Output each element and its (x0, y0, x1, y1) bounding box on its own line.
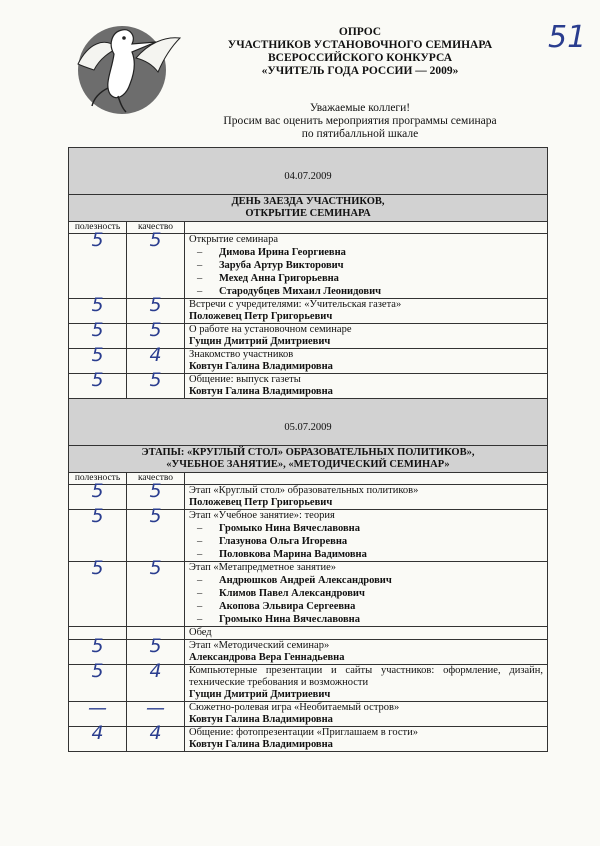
speaker-list (189, 574, 543, 626)
survey-header (210, 26, 510, 78)
speaker-name-text: Заруба Артур Викторович (219, 260, 344, 271)
event-title: Общение: выпуск газеты (189, 374, 301, 385)
day2-column-header-row (69, 473, 548, 485)
lead-name: Гущин Дмитрий Дмитриевич (189, 689, 331, 700)
day2-section-title (69, 446, 548, 473)
event-title: Общение: фотопрезентации «Приглашаем в гости» (189, 727, 418, 738)
usefulness-score[interactable]: — (69, 702, 127, 727)
usefulness-score[interactable]: 5 (69, 562, 127, 627)
quality-column-header: качество (127, 473, 185, 485)
lead-name: Ковтун Галина Владимировна (189, 361, 333, 372)
speaker-name (189, 285, 543, 298)
quality-score[interactable]: 5 (127, 299, 185, 324)
handwritten-page-number: 51 (548, 20, 587, 55)
table-row (69, 640, 548, 665)
day1-section-row (69, 195, 548, 222)
survey-table (68, 147, 548, 752)
usefulness-score[interactable]: 5 (69, 234, 127, 299)
speaker-name-text: Мехед Анна Григорьевна (219, 273, 339, 284)
lead-name: Ковтун Галина Владимировна (189, 739, 333, 750)
day1-section-title (69, 195, 548, 222)
header-line-4: «УЧИТЕЛЬ ГОДА РОССИИ — 2009» (261, 65, 459, 77)
day1-section-line-1: ДЕНЬ ЗАЕЗДА УЧАСТНИКОВ, (231, 196, 385, 207)
lead-name: Положевец Петр Григорьевич (189, 497, 333, 508)
speaker-name (189, 522, 543, 535)
event-column-header (185, 222, 548, 234)
event-title: Этап «Учебное занятие»: теория (189, 510, 335, 521)
list-dash: – (197, 549, 203, 560)
header-line-3: ВСЕРОССИЙСКОГО КОНКУРСА (267, 52, 453, 64)
speaker-name-text: Димова Ирина Георгиевна (219, 247, 346, 258)
usefulness-score[interactable]: 4 (69, 727, 127, 752)
speaker-name (189, 613, 543, 626)
speaker-name-text: Громыко Нина Вячеславовна (219, 614, 360, 625)
list-dash: – (197, 247, 203, 258)
usefulness-score[interactable]: 5 (69, 349, 127, 374)
event-cell (185, 562, 548, 627)
speaker-name (189, 535, 543, 548)
usefulness-column-header: полезность (69, 473, 127, 485)
table-row (69, 234, 548, 299)
quality-score[interactable]: 4 (127, 727, 185, 752)
list-dash: – (197, 273, 203, 284)
list-dash: – (197, 286, 203, 297)
event-title: Этап «Круглый стол» образовательных политиков» (189, 485, 419, 496)
greeting: Уважаемые коллеги! (309, 102, 411, 114)
quality-score[interactable]: 4 (127, 349, 185, 374)
event-title: Этап «Метапредметное занятие» (189, 562, 337, 573)
speaker-name (189, 548, 543, 561)
quality-score[interactable]: 4 (127, 665, 185, 702)
speaker-name (189, 587, 543, 600)
pelican-logo (60, 14, 190, 118)
quality-score[interactable]: — (127, 702, 185, 727)
table-row (69, 374, 548, 399)
usefulness-column-header: полезность (69, 222, 127, 234)
list-dash: – (197, 614, 203, 625)
event-title: Этап «Методический семинар» (189, 640, 330, 651)
usefulness-score[interactable]: 5 (69, 374, 127, 399)
lead-name: Положевец Петр Григорьевич (189, 311, 333, 322)
event-title: Сюжетно-ролевая игра «Необитаемый остров» (189, 702, 400, 713)
instruction-line-2: по пятибалльной шкале (301, 128, 419, 140)
table-row (69, 727, 548, 752)
list-dash: – (197, 260, 203, 271)
event-cell (185, 299, 548, 324)
event-cell (185, 510, 548, 562)
usefulness-score[interactable]: 5 (69, 485, 127, 510)
lead-name: Александрова Вера Геннадьевна (189, 652, 345, 663)
speaker-name-text: Акопова Эльвира Сергеевна (219, 601, 356, 612)
quality-score[interactable]: 5 (127, 234, 185, 299)
day2-date: 05.07.2009 (69, 399, 548, 446)
event-column-header (185, 473, 548, 485)
speaker-name-text: Стародубцев Михаил Леонидович (219, 286, 382, 297)
table-row (69, 702, 548, 727)
list-dash: – (197, 536, 203, 547)
table-row (69, 349, 548, 374)
list-dash: – (197, 601, 203, 612)
table-row (69, 299, 548, 324)
event-title: Встречи с учредителями: «Учительская газета» (189, 299, 402, 310)
speaker-name-text: Глазунова Ольга Игоревна (219, 536, 348, 547)
quality-score[interactable]: 5 (127, 510, 185, 562)
table-row (69, 665, 548, 702)
list-dash: – (197, 523, 203, 534)
quality-score[interactable]: 5 (127, 374, 185, 399)
header-line-2: УЧАСТНИКОВ УСТАНОВОЧНОГО СЕМИНАРА (227, 39, 493, 51)
event-cell (185, 234, 548, 299)
event-cell (185, 727, 548, 752)
speaker-list (189, 522, 543, 561)
list-dash: – (197, 588, 203, 599)
speaker-name-text: Андрюшков Андрей Александрович (219, 575, 392, 586)
event-cell (185, 324, 548, 349)
day1-date: 04.07.2009 (69, 148, 548, 195)
instruction-line-1: Просим вас оценить мероприятия программы семинара (223, 115, 497, 127)
event-title: Знакомство участников (189, 349, 294, 360)
day1-section-line-2: ОТКРЫТИЕ СЕМИНАРА (245, 208, 371, 219)
event-title: Обед (189, 627, 212, 638)
quality-score[interactable]: 5 (127, 324, 185, 349)
day1-date-row (69, 148, 548, 195)
table-row (69, 485, 548, 510)
event-cell (185, 627, 548, 640)
lead-name: Ковтун Галина Владимировна (189, 386, 333, 397)
usefulness-score[interactable]: 5 (69, 510, 127, 562)
table-row (69, 562, 548, 627)
speaker-name-text: Половкова Марина Вадимовна (219, 549, 367, 560)
event-cell (185, 640, 548, 665)
speaker-name (189, 246, 543, 259)
day1-column-header-row (69, 222, 548, 234)
day2-section-line-1: ЭТАПЫ: «КРУГЛЫЙ СТОЛ» ОБРАЗОВАТЕЛЬНЫХ ПОЛИТИКОВ», (141, 447, 475, 458)
event-cell (185, 485, 548, 510)
table-row (69, 510, 548, 562)
quality-column-header: качество (127, 222, 185, 234)
table-row (69, 324, 548, 349)
event-title: Открытие семинара (189, 234, 278, 245)
speaker-name-text: Климов Павел Александрович (219, 588, 365, 599)
day2-date-row (69, 399, 548, 446)
speaker-name (189, 259, 543, 272)
speaker-list (189, 246, 543, 298)
quality-score[interactable]: 5 (127, 640, 185, 665)
day2-section-line-2: «УЧЕБНОЕ ЗАНЯТИЕ», «МЕТОДИЧЕСКИЙ СЕМИНАР» (166, 459, 450, 470)
event-title: Компьютерные презентации и сайты участников: оформление, дизайн, технические требования и возможности (189, 665, 543, 688)
usefulness-score[interactable]: 5 (69, 640, 127, 665)
speaker-name (189, 574, 543, 587)
list-dash: – (197, 575, 203, 586)
event-cell (185, 665, 548, 702)
usefulness-score[interactable]: 5 (69, 324, 127, 349)
quality-score[interactable]: 5 (127, 485, 185, 510)
lead-name: Ковтун Галина Владимировна (189, 714, 333, 725)
quality-score[interactable]: 5 (127, 562, 185, 627)
event-title: О работе на установочном семинаре (189, 324, 352, 335)
speaker-name (189, 600, 543, 613)
event-cell (185, 374, 548, 399)
header-line-1: ОПРОС (338, 26, 382, 38)
lead-name: Гущин Дмитрий Дмитриевич (189, 336, 331, 347)
usefulness-score[interactable]: 5 (69, 299, 127, 324)
speaker-name (189, 272, 543, 285)
usefulness-score[interactable]: 5 (69, 665, 127, 702)
speaker-name-text: Громыко Нина Вячеславовна (219, 523, 360, 534)
event-cell (185, 349, 548, 374)
intro-text (210, 102, 510, 141)
event-cell (185, 702, 548, 727)
day2-section-row (69, 446, 548, 473)
table-row (69, 627, 548, 640)
